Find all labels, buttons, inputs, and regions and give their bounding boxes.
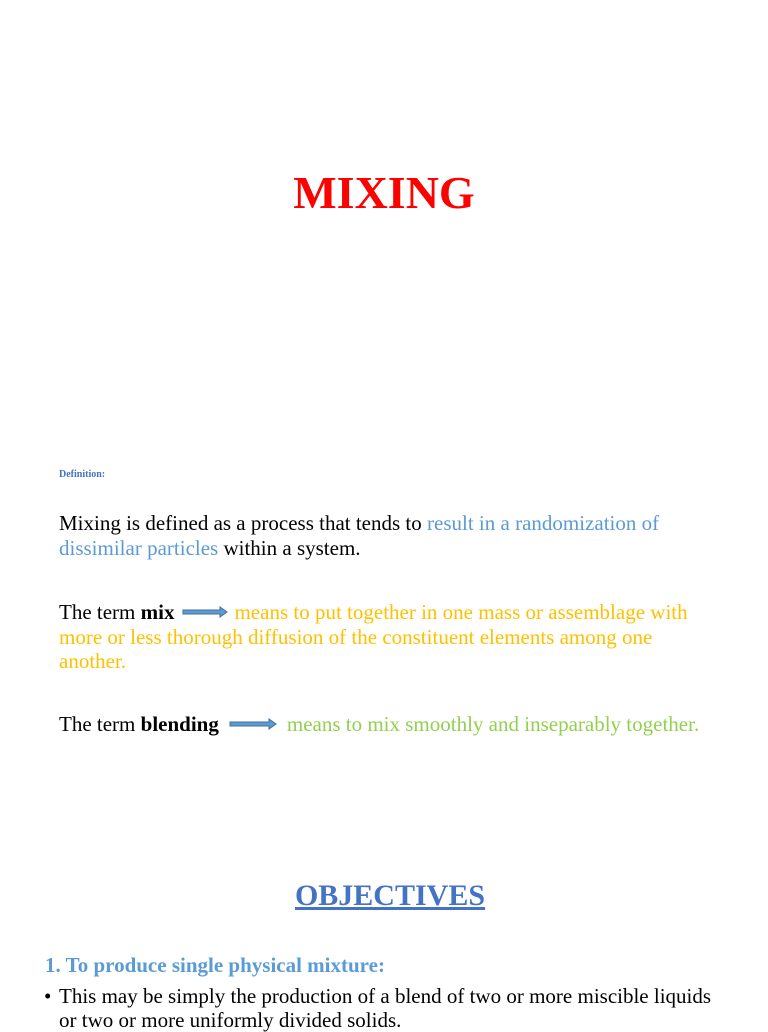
definition-highlight: result in a randomization of dissimilar particles (59, 511, 660, 560)
term-blending-word: blending (140, 712, 219, 736)
term-blending-prefix: The term (59, 712, 141, 736)
definition-paragraph (59, 511, 719, 560)
definition-text-before: Mixing is defined as a process that tends to (59, 511, 428, 535)
definition-label: Definition: (59, 469, 106, 480)
objective-1-bullet-text: This may be simply the production of a blend of two or more miscible liquids or two or more uniformly divided solids. (59, 984, 712, 1032)
definition-text-after: within a system. (218, 535, 361, 560)
term-mix-prefix: The term (59, 600, 141, 624)
term-mix-word: mix (140, 600, 175, 624)
term-blending-meaning: means to mix smoothly and inseparably together. (286, 712, 700, 736)
term-mix-paragraph (59, 600, 719, 674)
bullet-marker: • (44, 984, 52, 1008)
objectives-heading: OBJECTIVES (294, 879, 486, 912)
term-blending-paragraph (59, 712, 719, 737)
term-mix-meaning: means to put together in one mass or assemblage with more or less thorough diffusion of the constituent elements among one another. (59, 600, 688, 673)
objective-1-title: 1. To produce single physical mixture: (45, 953, 385, 977)
right-arrow-icon (182, 606, 228, 618)
right-arrow-icon (229, 718, 277, 730)
page-title: MIXING (293, 167, 475, 218)
